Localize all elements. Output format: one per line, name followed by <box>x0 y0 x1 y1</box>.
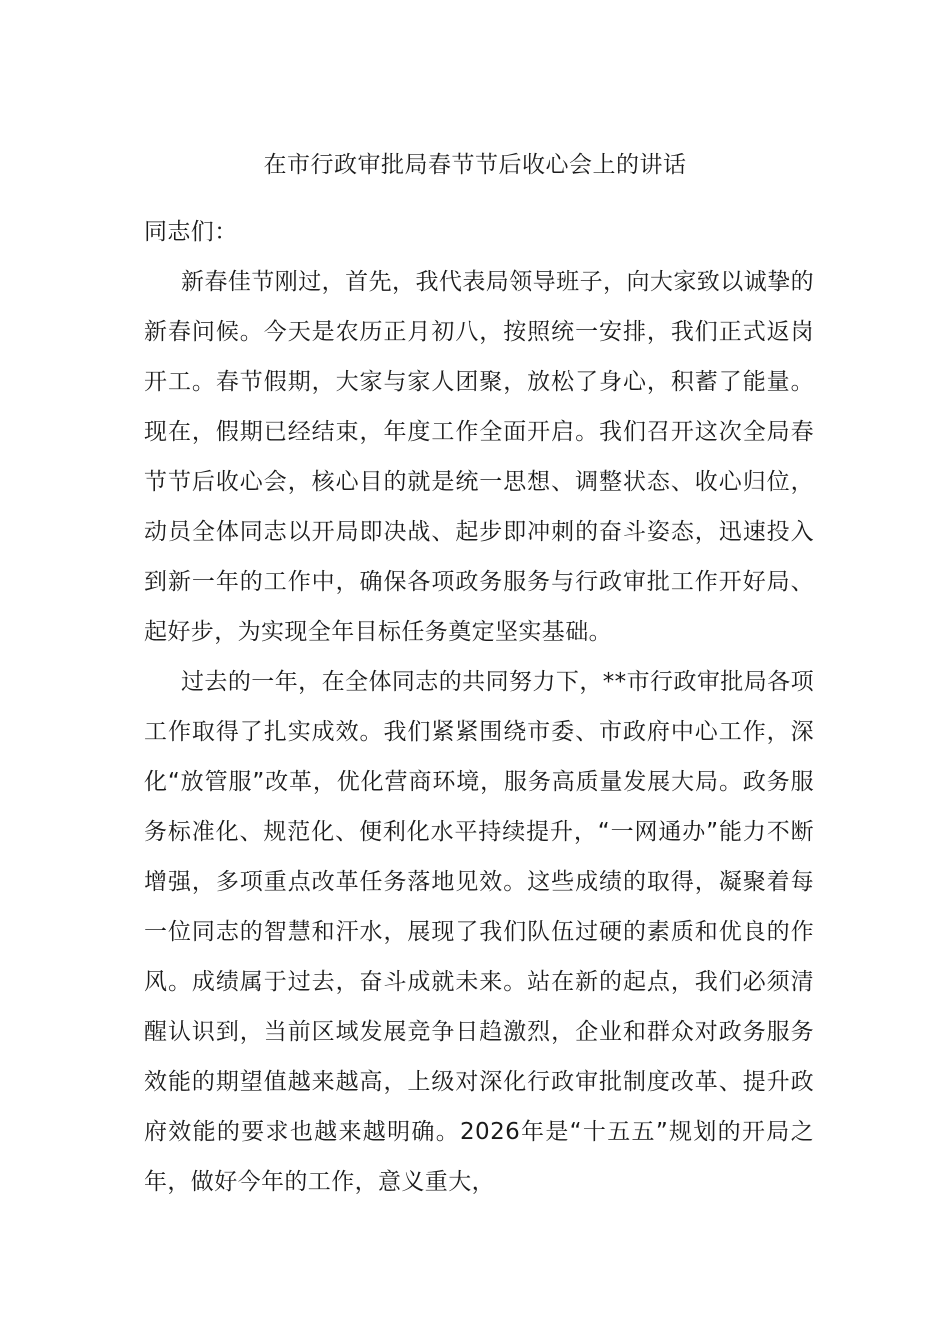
paragraph-2: 过去的一年，在全体同志的共同努力下，**市行政审批局各项工作取得了扎实成效。我们紧紧围绕市委、市政府中心工作，深化“放管服”改革，优化营商环境，服务高质量发展大局。政务服务标准化、规范化、便利化水平持续提升，“一网通办”能力不断增强，多项重点改革任务落地见效。这些成绩的取得，凝聚着每一位同志的智慧和汗水，展现了我们队伍过硬的素质和优良的作风。成绩属于过去，奋斗成就未来。站在新的起点，我们必须清醒认识到，当前区域发展竞争日趋激烈，企业和群众对政务服务效能的期望值越来越高，上级对深化行政审批制度改革、提升政府效能的要求也越来越明确。2026年是“十五五”规划的开局之年，做好今年的工作，意义重大， <box>144 669 814 1195</box>
salutation: 同志们： <box>144 219 238 245</box>
document-body <box>144 207 814 1207</box>
paragraph-1: 新春佳节刚过，首先，我代表局领导班子，向大家致以诚挚的新春问候。今天是农历正月初八，按照统一安排，我们正式返岗开工。春节假期，大家与家人团聚，放松了身心，积蓄了能量。现在，假期已经结束，年度工作全面开启。我们召开这次全局春节节后收心会，核心目的就是统一思想、调整状态、收心归位，动员全体同志以开局即决战、起步即冲刺的奋斗姿态，迅速投入到新一年的工作中，确保各项政务服务与行政审批工作开好局、起好步，为实现全年目标任务奠定坚实基础。 <box>144 269 814 645</box>
document-title: 在市行政审批局春节节后收心会上的讲话 <box>263 152 687 178</box>
